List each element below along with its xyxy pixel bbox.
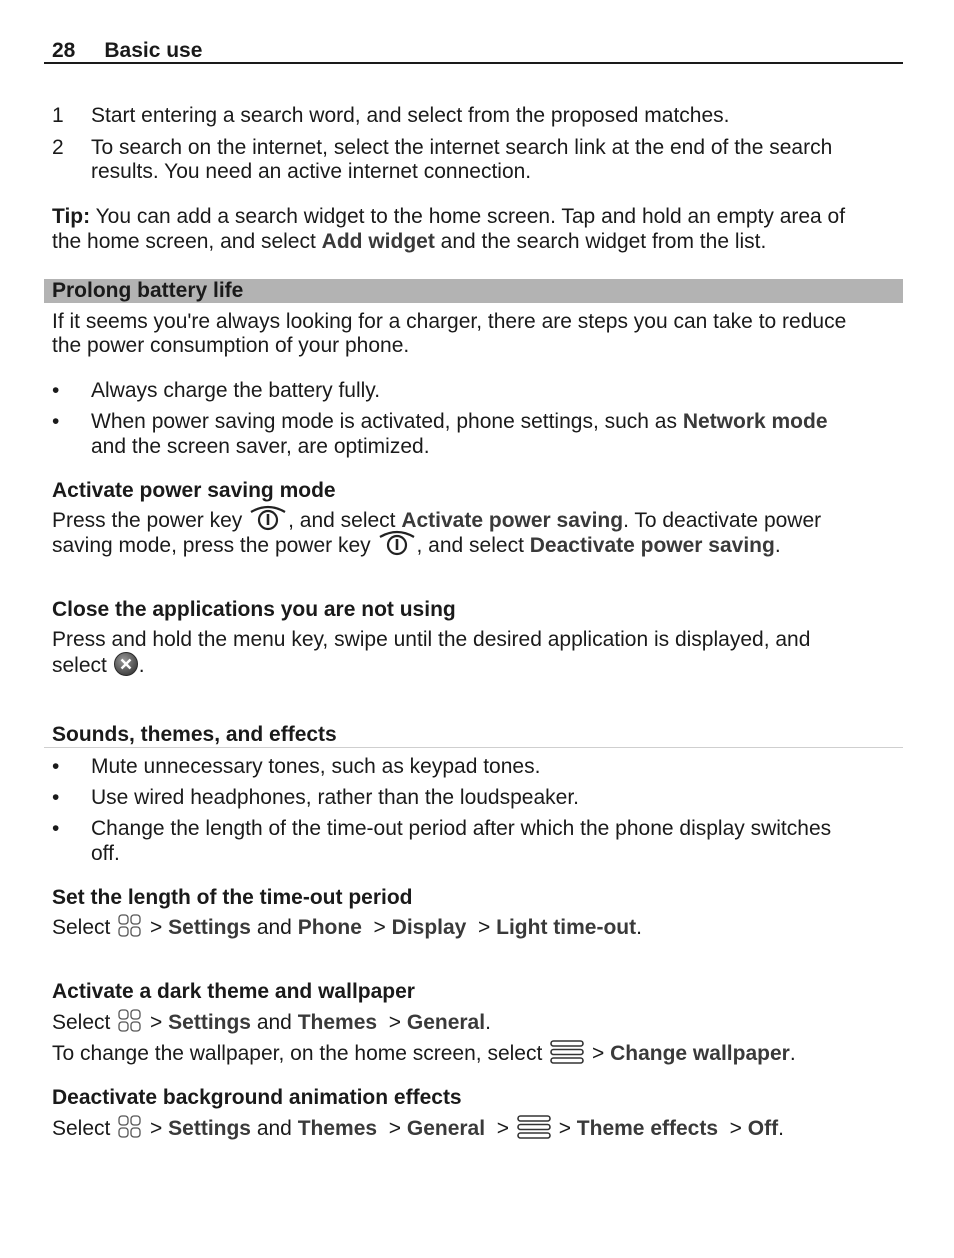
power-text: Press the power key , and select Activate power saving. To deactivate power bbox=[52, 508, 821, 533]
dark-theme-path: Select > Settings and Themes > General. bbox=[52, 1010, 491, 1035]
animation-path: Select > Settings and Themes > General > > Theme effects > Off. bbox=[52, 1116, 784, 1141]
step-number: 1 bbox=[52, 104, 64, 127]
subheading-close-apps: Close the applications you are not using bbox=[52, 598, 456, 621]
deactivate-power-saving-option: Deactivate power saving bbox=[529, 534, 775, 557]
header-section: Basic use bbox=[104, 39, 203, 62]
subheading-power-saving: Activate power saving mode bbox=[52, 479, 336, 502]
subheading-dark-theme: Activate a dark theme and wallpaper bbox=[52, 980, 415, 1003]
page-number: 28 bbox=[52, 39, 76, 62]
bullet-dot: • bbox=[52, 410, 60, 433]
bullet-text: and the screen saver, are optimized. bbox=[91, 435, 430, 458]
options-menu-icon bbox=[548, 1038, 586, 1066]
timeout-path: Select > Settings and Phone > Display > Light time-out. bbox=[52, 915, 642, 940]
power-key-icon bbox=[248, 504, 288, 532]
power-text: saving mode, press the power key , and select Deactivate power saving. bbox=[52, 533, 781, 558]
step-text: To search on the internet, select the internet search link at the end of the search bbox=[91, 136, 833, 159]
bullet-text: Use wired headphones, rather than the loudspeaker. bbox=[91, 786, 579, 809]
activate-power-saving-option: Activate power saving bbox=[401, 509, 624, 532]
bullet-text: When power saving mode is activated, phone settings, such as Network mode bbox=[91, 410, 828, 433]
page-header bbox=[52, 38, 202, 63]
bullet-text: Always charge the battery fully. bbox=[91, 379, 381, 402]
bullet-dot: • bbox=[52, 755, 60, 778]
subheading-timeout: Set the length of the time-out period bbox=[52, 886, 413, 909]
intro-text: the power consumption of your phone. bbox=[52, 334, 410, 357]
options-menu-icon bbox=[515, 1113, 553, 1141]
power-key-icon bbox=[377, 529, 417, 557]
bullet-dot: • bbox=[52, 786, 60, 809]
tip-line: Tip: You can add a search widget to the home screen. Tap and hold an empty area of bbox=[52, 205, 846, 228]
menu-grid-icon bbox=[116, 1008, 144, 1034]
bullet-dot: • bbox=[52, 817, 60, 840]
intro-text: If it seems you're always looking for a charger, there are steps you can take to reduce bbox=[52, 310, 847, 333]
bullet-text: Mute unnecessary tones, such as keypad tones. bbox=[91, 755, 541, 778]
tip-label: Tip: bbox=[52, 205, 91, 228]
close-apps-text: Press and hold the menu key, swipe until the desired application is displayed, and bbox=[52, 628, 811, 651]
add-widget-option: Add widget bbox=[321, 230, 435, 253]
bullet-text: off. bbox=[91, 842, 120, 865]
menu-grid-icon bbox=[116, 1114, 144, 1140]
header-rule bbox=[44, 62, 903, 64]
subheading-animation: Deactivate background animation effects bbox=[52, 1086, 462, 1109]
step-text: Start entering a search word, and select from the proposed matches. bbox=[91, 104, 730, 127]
menu-grid-icon bbox=[116, 913, 144, 939]
divider bbox=[44, 747, 903, 748]
close-icon bbox=[113, 651, 139, 677]
bullet-text: Change the length of the time-out period after which the phone display switches bbox=[91, 817, 832, 840]
bullet-dot: • bbox=[52, 379, 60, 402]
subheading-sounds: Sounds, themes, and effects bbox=[52, 723, 337, 746]
close-apps-text: select . bbox=[52, 653, 145, 678]
tip-line: the home screen, and select Add widget and the search widget from the list. bbox=[52, 230, 767, 253]
step-text: results. You need an active internet connection. bbox=[91, 160, 532, 183]
network-mode-option: Network mode bbox=[682, 410, 828, 433]
wallpaper-path: To change the wallpaper, on the home screen, select > Change wallpaper. bbox=[52, 1041, 796, 1066]
section-title: Prolong battery life bbox=[52, 279, 244, 302]
step-number: 2 bbox=[52, 136, 64, 159]
